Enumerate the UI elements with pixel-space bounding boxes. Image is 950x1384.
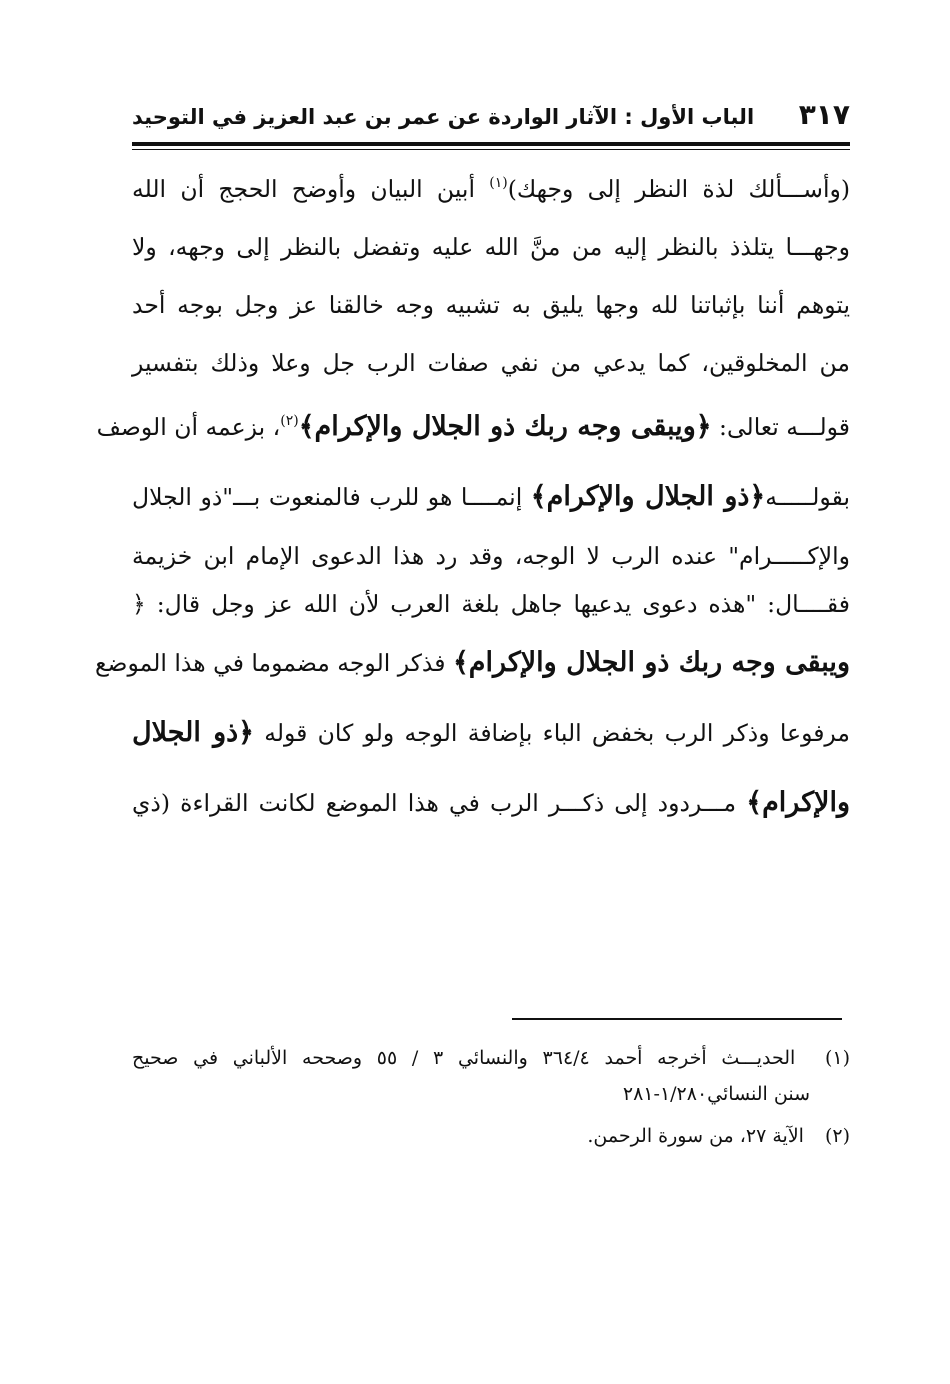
quran-verse: ﴿ذو الجلال: [132, 717, 254, 748]
chapter-title: الباب الأول : الآثار الواردة عن عمر بن عبد العزيز في التوحيد: [132, 105, 755, 129]
footnote-2: [132, 1116, 850, 1156]
footnote-1: [132, 1040, 850, 1076]
quote-text: (وأســـألك لذة النظر إلى وجهك): [507, 175, 851, 203]
text-segment: إنمــــا هو للرب فالمنعوت بـــ"ذو الجلال: [132, 483, 531, 511]
text-line-8: فقــــال: "هذه دعوى يدعيها جاهل بلغة العرب لأن الله عز وجل قال: ﴿: [132, 590, 850, 618]
text-line-11: [132, 768, 850, 838]
text-line-2: وجهـــا يتلذذ بالنظر إليه من منَّ الله عليه وتفضل بالنظر إلى وجهه، ولا: [132, 233, 850, 261]
text-line-9: [95, 628, 850, 698]
footnote-1-continuation: سنن النسائي١/٢٨٠-٢٨١: [622, 1083, 810, 1105]
page-number: ٣١٧: [798, 98, 850, 131]
text-segment: أبين البيان وأوضح الحجج أن الله: [132, 175, 490, 203]
footnote-number: (١): [824, 1047, 851, 1069]
quran-verse: ﴿ويبقى وجه ربك ذو الجلال والإكرام﴾: [298, 411, 712, 442]
footnote-ref-1: (١): [489, 175, 508, 191]
text-line-4: من المخلوقين، كما يدعي من نفي صفات الرب جل وعلا وذلك بتفسير: [132, 349, 850, 377]
text-segment: ، بزعمه أن الوصف: [96, 413, 281, 441]
text-segment: قولـــه تعالى:: [711, 413, 850, 441]
text-line-3: يتوهم أننا بإثباتنا لله وجها يليق به تشبيه وجه خالقنا عز وجل بوجه أحد: [132, 291, 850, 319]
footnote-separator: [512, 1018, 842, 1020]
text-line-1: [132, 160, 850, 218]
text-segment: مرفوعا وذكر الرب بخفض الباء بإضافة الوجه ولو كان قوله: [253, 719, 850, 747]
body-text: [95, 160, 851, 838]
quran-verse: ويبقى وجه ربك ذو الجلال والإكرام﴾: [452, 647, 850, 678]
footnote-text: الآية ٢٧، من سورة الرحمن.: [587, 1125, 804, 1147]
footnote-ref-2: (٢): [280, 413, 299, 429]
text-line-6: [132, 462, 850, 532]
text-line-10: [132, 698, 850, 768]
text-segment: بقولـــــه: [765, 483, 851, 511]
footnote-number: (٢): [824, 1125, 850, 1147]
running-header: [132, 96, 850, 140]
footnote-text: الحديـــث أخرجه أحمد ٣٦٤/٤ والنسائي ٣ / ٥٥ وصححه الألباني في صحيح: [132, 1047, 796, 1069]
quran-verse: والإكرام﴾: [746, 787, 850, 818]
text-line-7: والإكـــــرام" عنده الرب لا الوجه، وقد رد هذا الدعوى الإمام ابن خزيمة: [132, 542, 850, 570]
header-rule-thick: [132, 142, 850, 146]
quran-verse: ﴿ذو الجلال والإكرام﴾: [530, 481, 766, 512]
header-rule-thin: [132, 149, 850, 150]
footnotes: [132, 1040, 850, 1156]
text-segment: فذكر الوجه مضموما في هذا الموضع: [95, 649, 453, 677]
text-segment: مـــردود إلى ذكـــر الرب في هذا الموضع لكانت القراءة (ذي: [132, 789, 747, 817]
text-line-5: [96, 392, 850, 462]
